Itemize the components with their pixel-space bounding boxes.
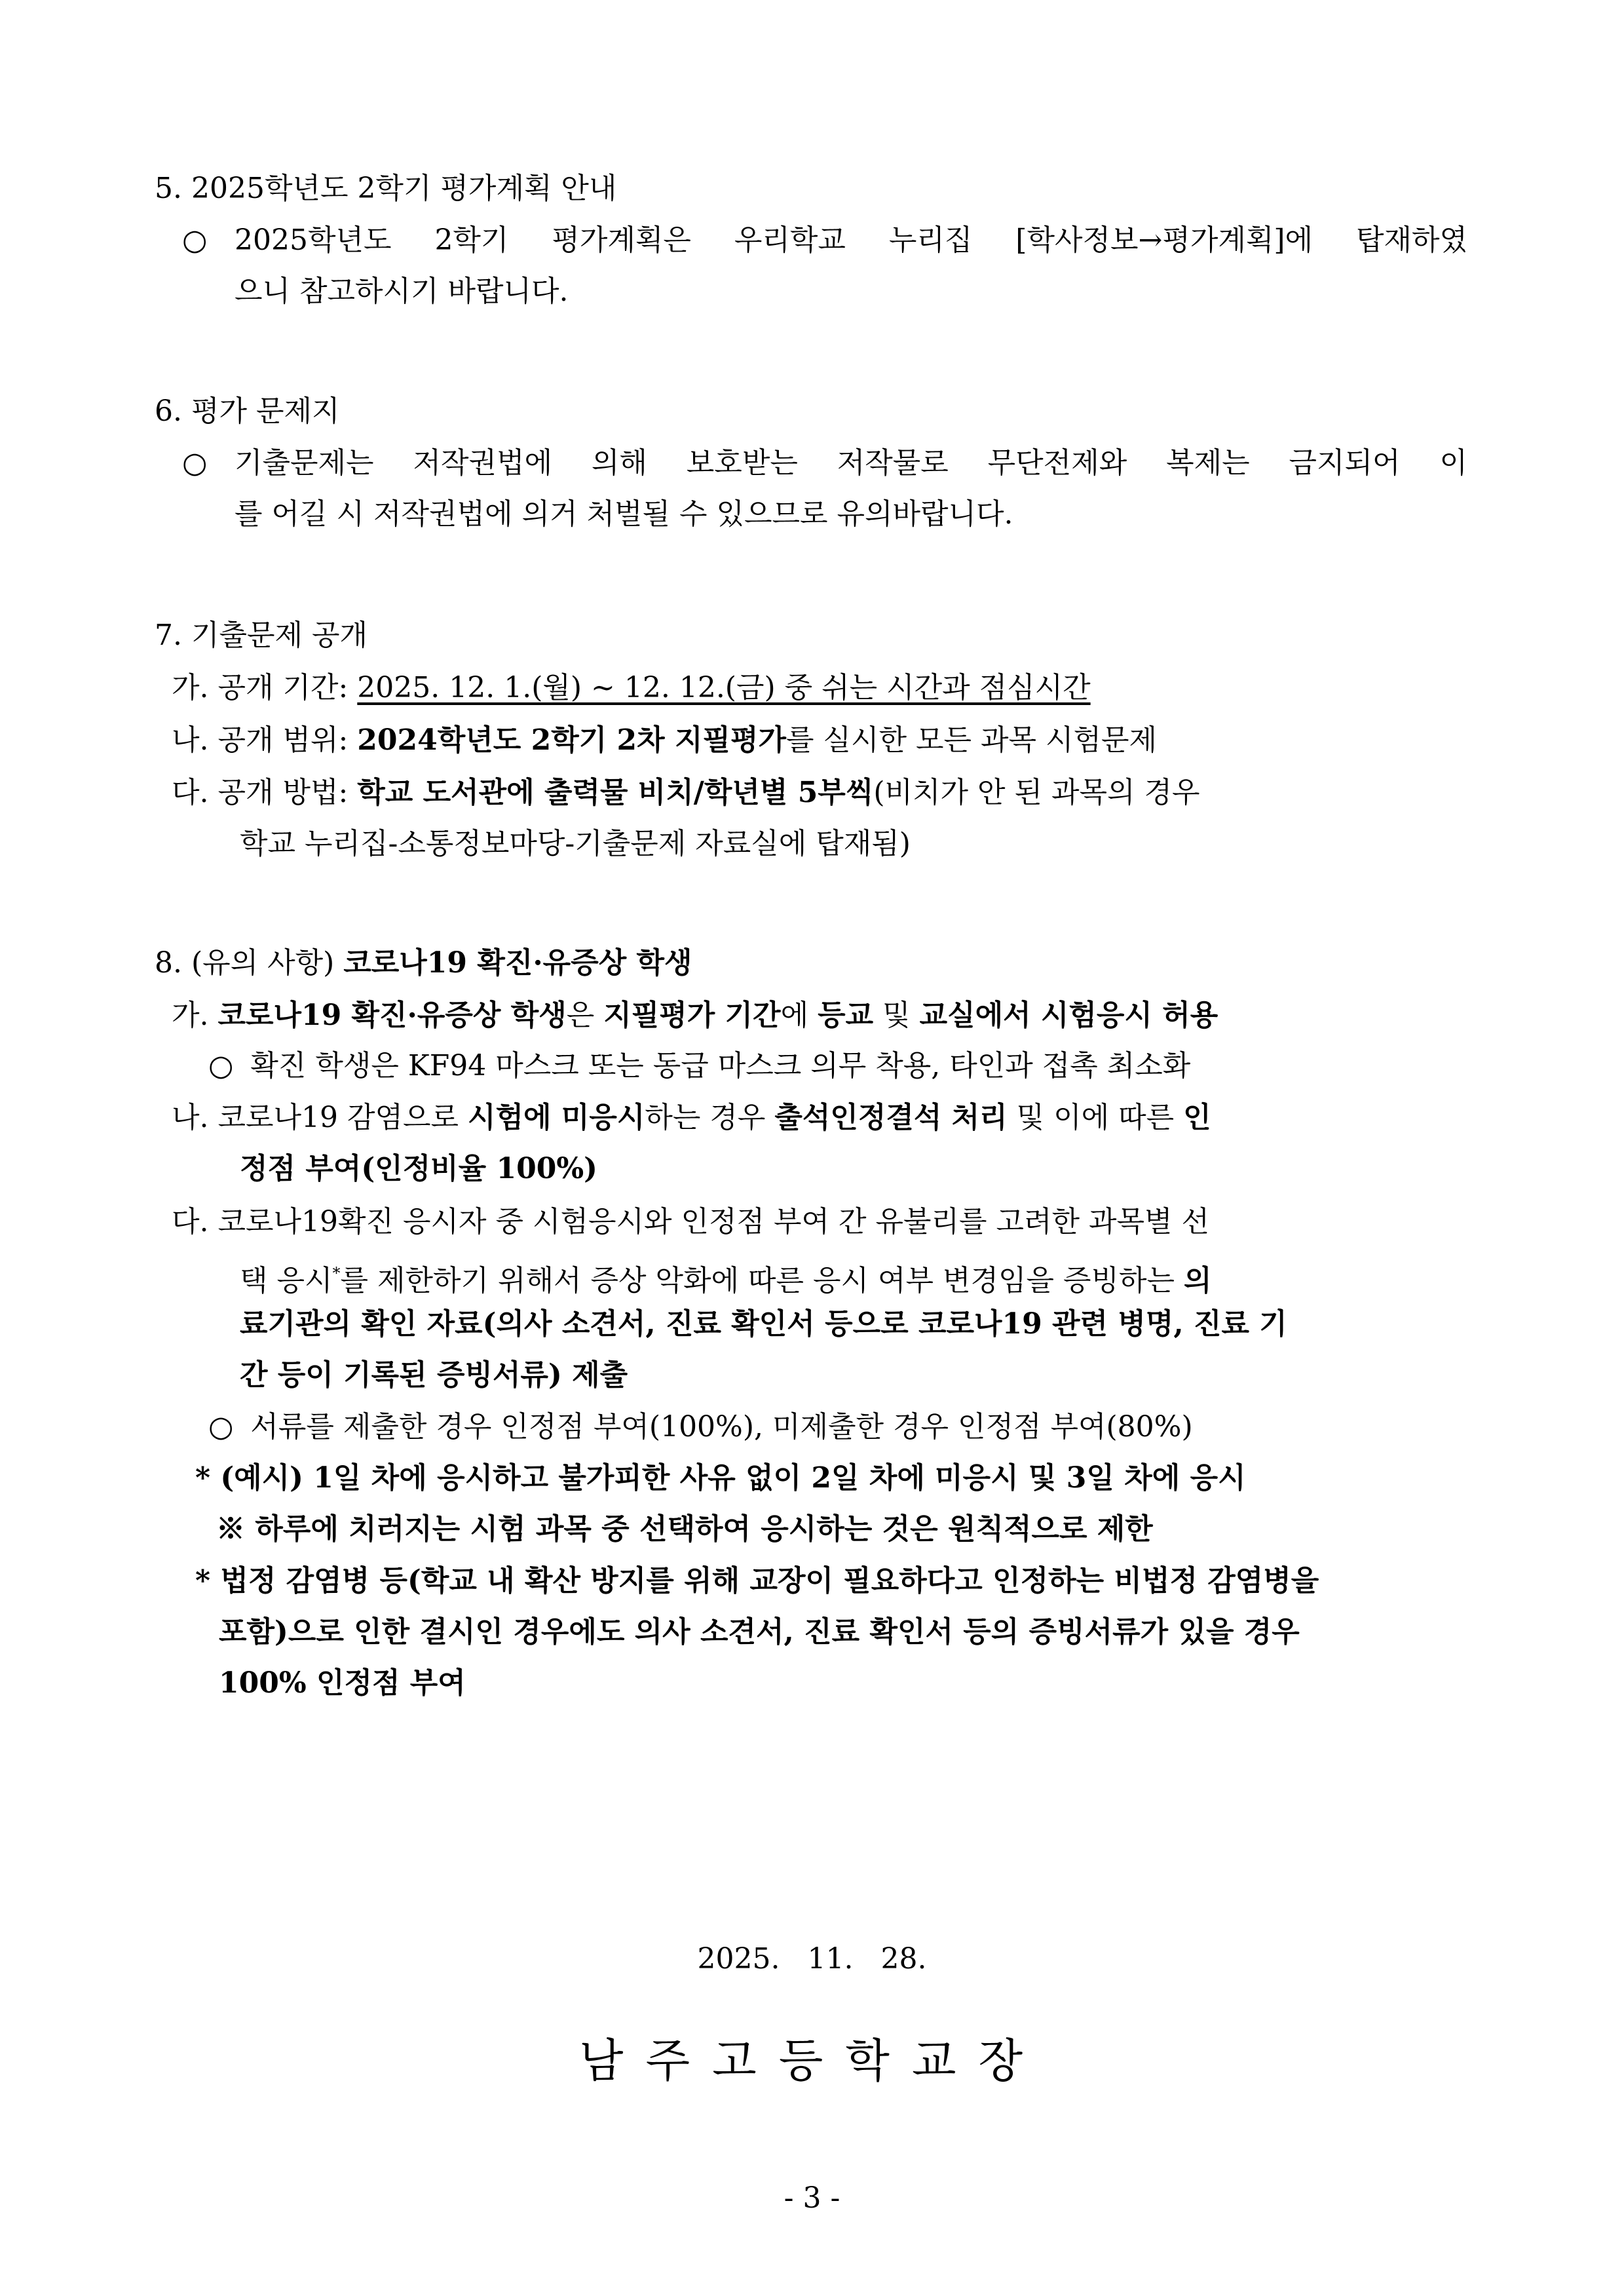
text-bold: 등교 [818,999,874,1032]
text: 및 [873,999,920,1032]
asterisk-icon: * [195,1564,211,1598]
scope-value-bold: 2024학년도 2학기 2차 지필평가 [357,723,786,757]
note-statutory-disease [195,1561,1319,1601]
section-7-item-scope [172,721,1157,760]
method-value-bold: 학교 도서관에 출력물 비치/학년별 5부씩 [357,776,874,809]
section-8-item-na [172,1098,1211,1138]
text-bold: 의 [1183,1264,1212,1297]
text: 코로나19확진 응시자 중 시험응시와 인정점 부여 간 유불리를 고려한 과목별 선 [217,1205,1209,1238]
item-label: 가. 공개 기간: [172,671,358,704]
text-bold: 코로나19 확진·유증상 학생 [217,999,567,1032]
text: 에 [780,999,818,1032]
text: 및 이에 따른 [1007,1101,1184,1134]
note-text: (예시) 1일 차에 응시하고 불가피한 사유 없이 2일 차에 미응시 및 3일 차에 응시 [220,1461,1246,1495]
text-bold: 인 [1183,1101,1211,1134]
note-statutory-disease-line3: 100% 인정점 부여 [219,1666,466,1700]
bullet-circle-icon: ○ [208,1410,234,1444]
bullet-circle-icon: ○ [208,1049,234,1082]
document-date: 2025. 11. 28. [697,1942,927,1976]
page-number: - 3 - [784,2181,840,2215]
bullet-circle-icon: ○ [182,223,208,257]
section-7-item-method-continuation: 학교 누리집-소통정보마당-기출문제 자료실에 탑재됨) [240,827,911,860]
section-5-bullet-item [182,221,1467,260]
section-8-item-da-line4: 간 등이 기록된 증빙서류) 제출 [240,1358,628,1392]
section-7-heading: 7. 기출문제 공개 [155,619,368,652]
section-7-item-period [172,668,1091,708]
section-8-item-da-line3: 료기관의 확인 자료(의사 소견서, 진료 확인서 등으로 코로나19 관련 병명, 진료 기 [240,1307,1287,1341]
reference-mark-icon: ※ [216,1512,245,1546]
section-8-item-da [172,1202,1209,1242]
text-bold: 지필평가 기간 [603,999,781,1032]
footnote-marker: * [332,1264,341,1282]
text-bold: 출석인정결석 처리 [774,1101,1008,1134]
asterisk-icon: * [195,1461,211,1495]
text: 를 제한하기 위해서 증상 악화에 따른 응시 여부 변경임을 증빙하는 [340,1264,1184,1297]
bullet-text: 서류를 제출한 경우 인정점 부여(100%), 미제출한 경우 인정점 부여(80%) [250,1410,1193,1444]
section-8-item-ga [172,996,1218,1035]
note-restriction [216,1510,1153,1549]
text-bold: 교실에서 시험응시 허용 [919,999,1218,1032]
bullet-circle-icon: ○ [182,446,208,480]
note-statutory-disease-line2: 포함)으로 인한 결시인 경우에도 의사 소견서, 진료 확인서 등의 증빙서류가 있을 경우 [219,1615,1300,1649]
bullet-text: 확진 학생은 KF94 마스크 또는 동급 마스크 의무 착용, 타인과 접촉 최소화 [250,1049,1191,1082]
section-8-item-da-line2 [240,1253,1211,1301]
item-label: 가. [172,999,218,1032]
scope-value-rest: 를 실시한 모든 과목 시험문제 [785,723,1157,757]
note-text: 법정 감염병 등(학교 내 확산 방지를 위해 교장이 필요하다고 인정하는 비법정 감염병을 [220,1564,1319,1598]
section-8-ga-sub-bullet [208,1046,1190,1086]
bullet-text: 기출문제는 저작권법에 의해 보호받는 저작물로 무단전제와 복제는 금지되어 이 [235,446,1467,480]
text: 은 [566,999,604,1032]
section-5-bullet-continuation: 으니 참고하시기 바랍니다. [235,275,569,308]
text-bold: 시험에 미응시 [467,1101,645,1134]
heading-bold: 코로나19 확진·유증상 학생 [343,946,692,980]
section-6-bullet-item [182,444,1467,483]
note-example [195,1459,1246,1498]
note-text: 하루에 치러지는 시험 과목 중 선택하여 응시하는 것은 원칙적으로 제한 [255,1512,1153,1546]
section-7-item-method [172,773,1467,813]
section-5-heading: 5. 2025학년도 2학기 평가계획 안내 [155,172,617,205]
text: 코로나19 감염으로 [217,1101,468,1134]
item-label: 다. [172,1205,218,1238]
item-label: 다. 공개 방법: [172,776,358,809]
method-value-rest: (비치가 안 된 과목의 경우 [873,776,1200,809]
text: 택 응시 [240,1264,333,1297]
section-8-da-sub-bullet [208,1407,1193,1447]
section-6-heading: 6. 평가 문제지 [155,394,340,428]
item-label: 나. [172,1101,218,1134]
item-label: 나. 공개 범위: [172,723,358,757]
signer-name: 남주고등학교장 [578,2034,1046,2088]
text: 하는 경우 [645,1101,775,1134]
bullet-text: 2025학년도 2학기 평가계획은 우리학교 누리집 [학사정보→평가계획]에 탑재하였 [235,223,1467,257]
section-8-item-na-continuation: 정점 부여(인정비율 100%) [240,1152,597,1185]
disclosure-period-value: 2025. 12. 1.(월) ~ 12. 12.(금) 중 쉬는 시간과 점심시간 [357,671,1091,704]
heading-prefix: 8. (유의 사항) [155,946,344,980]
section-8-heading [155,944,692,983]
section-6-bullet-continuation: 를 어길 시 저작권법에 의거 처벌될 수 있으므로 유의바랍니다. [235,497,1013,531]
